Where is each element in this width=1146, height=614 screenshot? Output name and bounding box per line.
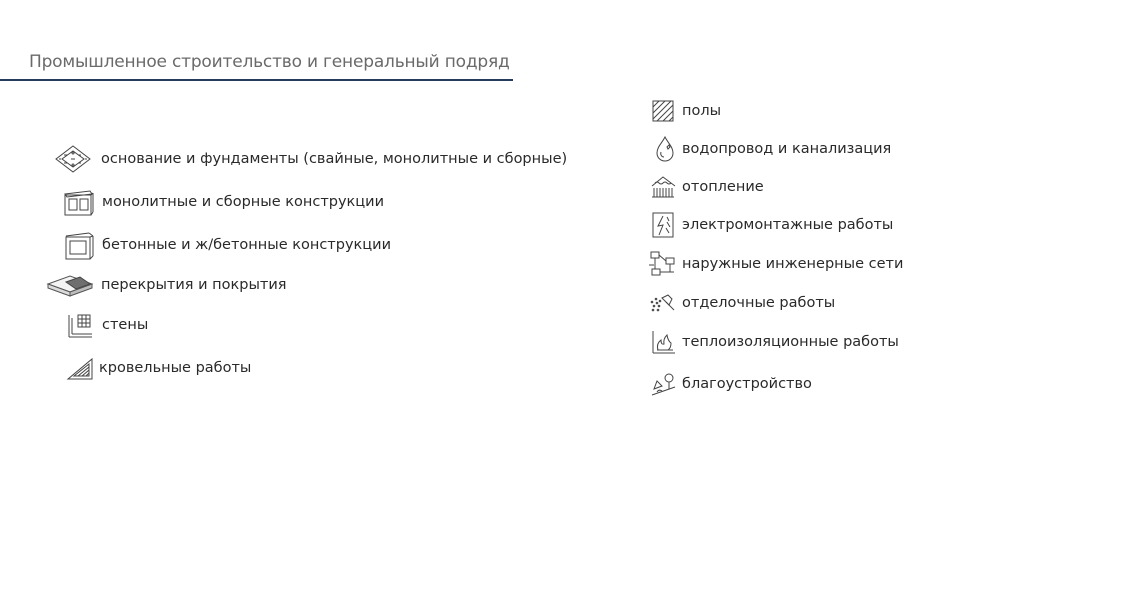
floor-slab-icon	[46, 268, 94, 302]
wall-icon	[65, 308, 95, 342]
roof-icon	[64, 351, 96, 385]
right-list-item-label: электромонтажные работы	[682, 217, 894, 233]
left-list-item-label: бетонные и ж/бетонные конструкции	[102, 237, 392, 253]
right-list-item-label: водопровод и канализация	[682, 141, 892, 157]
left-list-item-label: стены	[102, 317, 149, 333]
network-icon	[648, 247, 678, 281]
paint-spray-icon	[648, 286, 678, 320]
right-list-item-label: наружные инженерные сети	[682, 256, 904, 272]
landscaping-icon	[648, 367, 678, 401]
water-drop-icon	[648, 132, 678, 166]
concrete-structure-icon	[60, 228, 96, 262]
right-list-item-label: отделочные работы	[682, 295, 836, 311]
foundation-icon	[52, 142, 94, 176]
floor-icon	[648, 94, 678, 128]
page-title: Промышленное строительство и генеральный подряд	[29, 52, 510, 72]
left-list-item-label: монолитные и сборные конструкции	[102, 194, 385, 210]
title-underline	[0, 79, 513, 81]
right-list-item-label: отопление	[682, 179, 764, 195]
monolithic-structure-icon	[60, 185, 96, 219]
left-list-item-label: перекрытия и покрытия	[101, 277, 287, 293]
right-list-item-label: полы	[682, 103, 722, 119]
right-list-item-label: благоустройство	[682, 376, 812, 392]
left-list-item-label: основание и фундаменты (свайные, монолитные и сборные)	[101, 151, 568, 167]
insulation-icon	[648, 325, 678, 359]
heating-icon	[648, 170, 678, 204]
right-list-item-label: теплоизоляционные работы	[682, 334, 899, 350]
left-list-item-label: кровельные работы	[99, 360, 252, 376]
lightning-icon	[648, 208, 678, 242]
